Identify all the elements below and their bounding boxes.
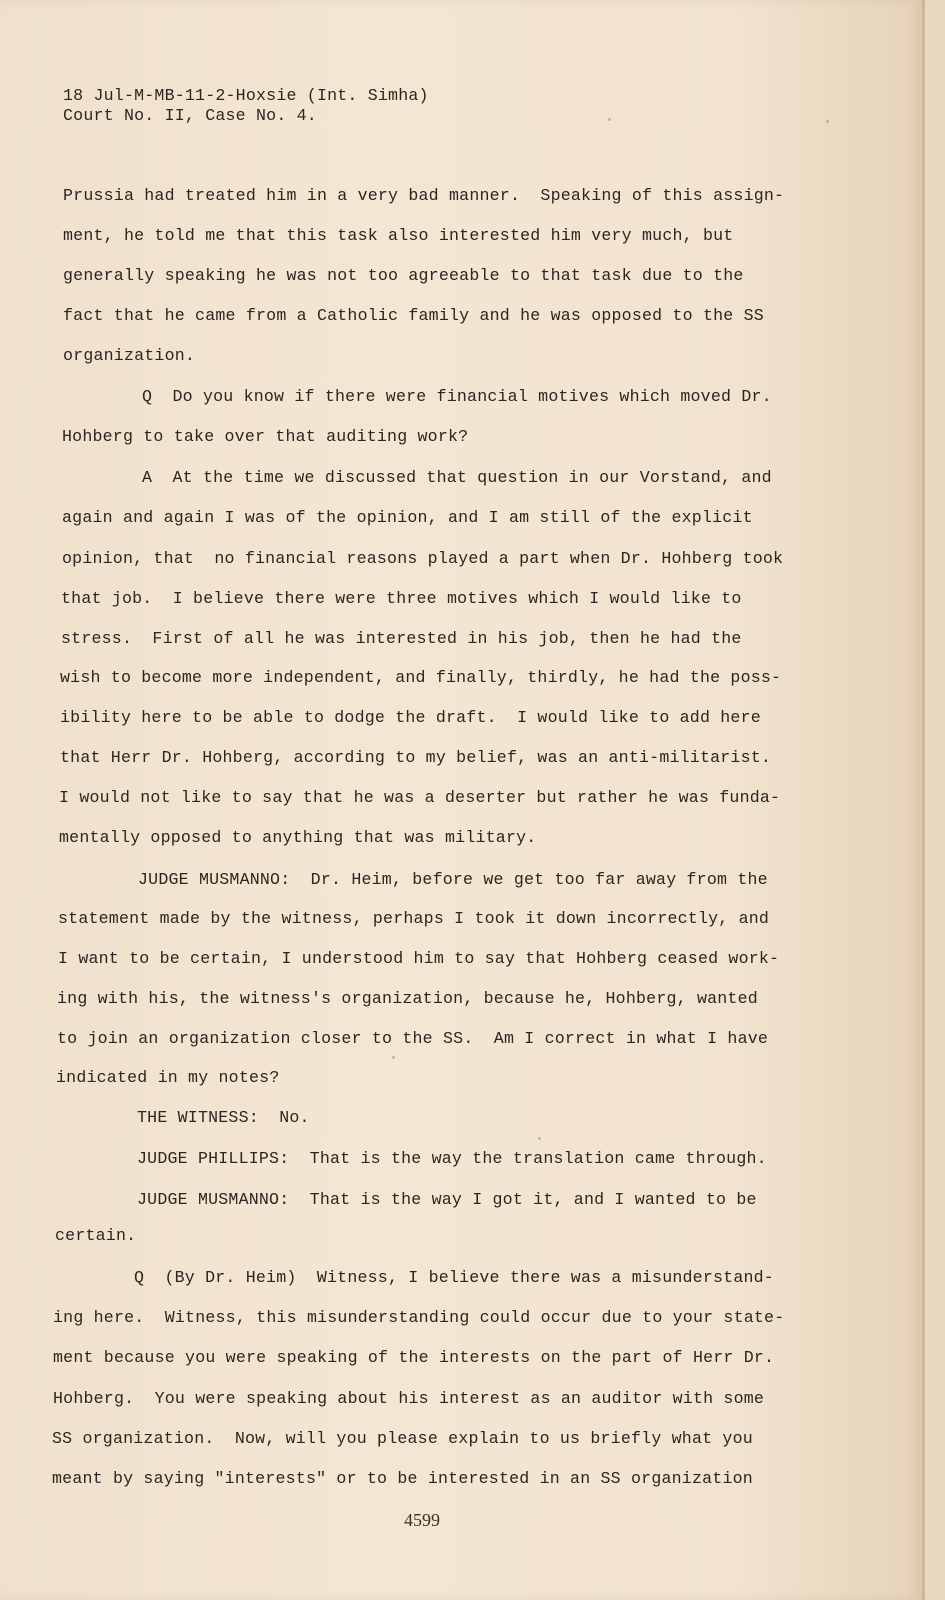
- body-line: JUDGE MUSMANNO: Dr. Heim, before we get too far away from the: [138, 870, 768, 889]
- body-line: that Herr Dr. Hohberg, according to my belief, was an anti-militarist.: [60, 748, 772, 767]
- body-line: ing here. Witness, this misunderstanding could occur due to your state-: [53, 1308, 785, 1327]
- body-line: to join an organization closer to the SS. Am I correct in what I have: [57, 1029, 769, 1048]
- header-line-1: 18 Jul-M-MB-11-2-Hoxsie (Int. Simha): [63, 86, 429, 105]
- body-line: indicated in my notes?: [56, 1068, 280, 1087]
- body-line: Hohberg. You were speaking about his interest as an auditor with some: [53, 1389, 765, 1408]
- body-line: ibility here to be able to dodge the draft. I would like to add here: [60, 708, 761, 727]
- body-line: I want to be certain, I understood him to say that Hohberg ceased work-: [58, 949, 780, 968]
- body-line: that job. I believe there were three motives which I would like to: [61, 589, 742, 608]
- paper-speck: [538, 1137, 541, 1140]
- body-line: stress. First of all he was interested in his job, then he had the: [61, 629, 742, 648]
- body-line: SS organization. Now, will you please explain to us briefly what you: [52, 1429, 753, 1448]
- body-line: Hohberg to take over that auditing work?: [62, 427, 469, 446]
- body-line: certain.: [55, 1226, 137, 1245]
- body-line: mentally opposed to anything that was military.: [59, 828, 537, 847]
- body-line: generally speaking he was not too agreeable to that task due to the: [63, 266, 744, 285]
- body-line: opinion, that no financial reasons played a part when Dr. Hohberg took: [62, 549, 784, 568]
- body-line: ment because you were speaking of the interests on the part of Herr Dr.: [53, 1348, 775, 1367]
- paper-speck: [608, 118, 611, 121]
- body-line: again and again I was of the opinion, and I am still of the explicit: [62, 508, 753, 527]
- body-line: ing with his, the witness's organization, because he, Hohberg, wanted: [57, 989, 758, 1008]
- header-line-2: Court No. II, Case No. 4.: [63, 106, 317, 125]
- body-line: Prussia had treated him in a very bad manner. Speaking of this assign-: [63, 186, 785, 205]
- page-number: 4599: [404, 1510, 440, 1530]
- body-line: meant by saying "interests" or to be interested in an SS organization: [52, 1469, 753, 1488]
- body-line: JUDGE MUSMANNO: That is the way I got it, and I wanted to be: [137, 1190, 757, 1209]
- body-line: I would not like to say that he was a deserter but rather he was funda-: [59, 788, 781, 807]
- body-line: organization.: [63, 346, 196, 365]
- body-line: THE WITNESS: No.: [137, 1108, 310, 1127]
- body-line: ment, he told me that this task also interested him very much, but: [63, 226, 734, 245]
- body-line: statement made by the witness, perhaps I took it down incorrectly, and: [58, 909, 770, 928]
- body-line: Q Do you know if there were financial motives which moved Dr.: [142, 387, 772, 406]
- body-line: A At the time we discussed that question in our Vorstand, and: [142, 468, 772, 487]
- body-line: fact that he came from a Catholic family and he was opposed to the SS: [63, 306, 764, 325]
- paper-speck: [826, 120, 829, 123]
- body-line: JUDGE PHILLIPS: That is the way the translation came through.: [137, 1149, 767, 1168]
- body-line: wish to become more independent, and finally, thirdly, he had the poss-: [60, 668, 782, 687]
- body-line: Q (By Dr. Heim) Witness, I believe there was a misunderstand-: [134, 1268, 774, 1287]
- paper-speck: [392, 1056, 395, 1059]
